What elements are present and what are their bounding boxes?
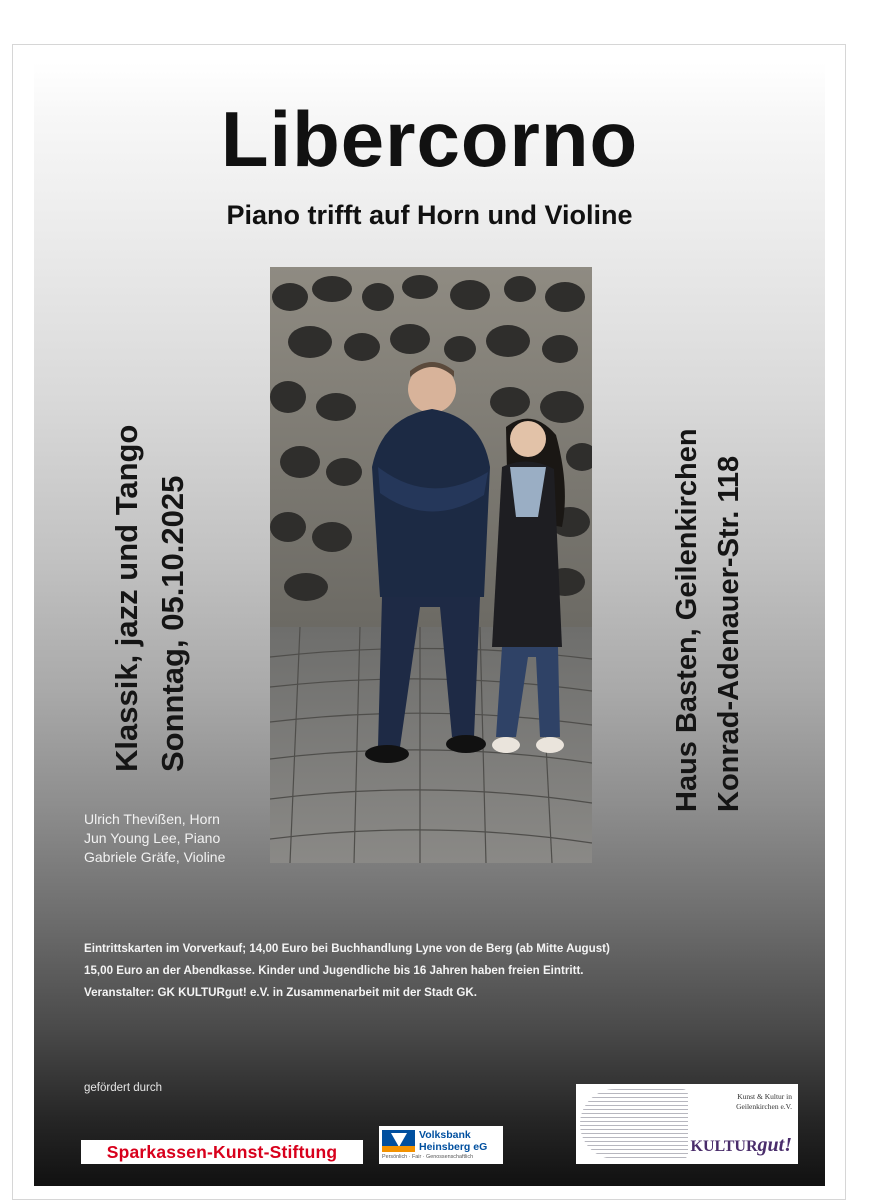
ticket-info (84, 938, 804, 1004)
volksbank-tagline: Persönlich · Fair · Genossenschaftlich (382, 1154, 474, 1160)
musician-item: Ulrich Thevißen, Horn (84, 811, 220, 827)
kulturgut-brand-gut: gut! (757, 1134, 792, 1156)
info-line: 15,00 Euro an der Abendkasse. Kinder und Jugendliche bis 16 Jahren haben freien Eintritt. (84, 964, 584, 977)
musicians-photo (270, 267, 592, 863)
musician-item: Gabriele Gräfe, Violine (84, 849, 226, 865)
info-line: Eintrittskarten im Vorverkauf; 14,00 Euro bei Buchhandlung Lyne von de Berg (ab Mitte August) (84, 942, 610, 955)
musician-item: Jun Young Lee, Piano (84, 830, 221, 846)
kulturgut-text-art-icon (580, 1089, 688, 1159)
venue-line: Haus Basten, Geilenkirchen (671, 428, 703, 812)
sparkasse-logo: Sparkassen-Kunst-Stiftung (81, 1140, 363, 1164)
musicians-list (84, 810, 225, 867)
kulturgut-association (712, 1092, 792, 1112)
volksbank-name (419, 1129, 487, 1153)
address-line: Konrad-Adenauer-Str. 118 (713, 455, 745, 812)
kulturgut-logo (576, 1084, 798, 1164)
volksbank-emblem-icon (382, 1130, 415, 1152)
poster-title: Libercorno (220, 95, 639, 183)
poster-subtitle: Piano trifft auf Horn und Violine (226, 200, 633, 230)
kulturgut-assoc-line1: Kunst & Kultur in (737, 1092, 792, 1101)
volksbank-name-line2: Heinsberg eG (419, 1141, 488, 1153)
kulturgut-brand-kultur: KULTUR (690, 1138, 758, 1155)
venue-address (666, 312, 750, 812)
date-line: Sonntag, 05.10.2025 (155, 475, 190, 772)
kulturgut-brand (691, 1134, 792, 1157)
volksbank-logo (379, 1126, 503, 1164)
genre-and-date (104, 352, 196, 772)
info-line: Veranstalter: GK KULTURgut! e.V. in Zusammenarbeit mit der Stadt GK. (84, 986, 477, 999)
concert-poster (34, 62, 825, 1186)
genre-line: Klassik, jazz und Tango (109, 424, 144, 772)
musicians-photo-illustration (270, 267, 592, 863)
supported-by-label: gefördert durch (84, 1082, 162, 1094)
volksbank-name-line1: Volksbank (419, 1129, 471, 1141)
kulturgut-assoc-line2: Geilenkirchen e.V. (736, 1102, 792, 1111)
